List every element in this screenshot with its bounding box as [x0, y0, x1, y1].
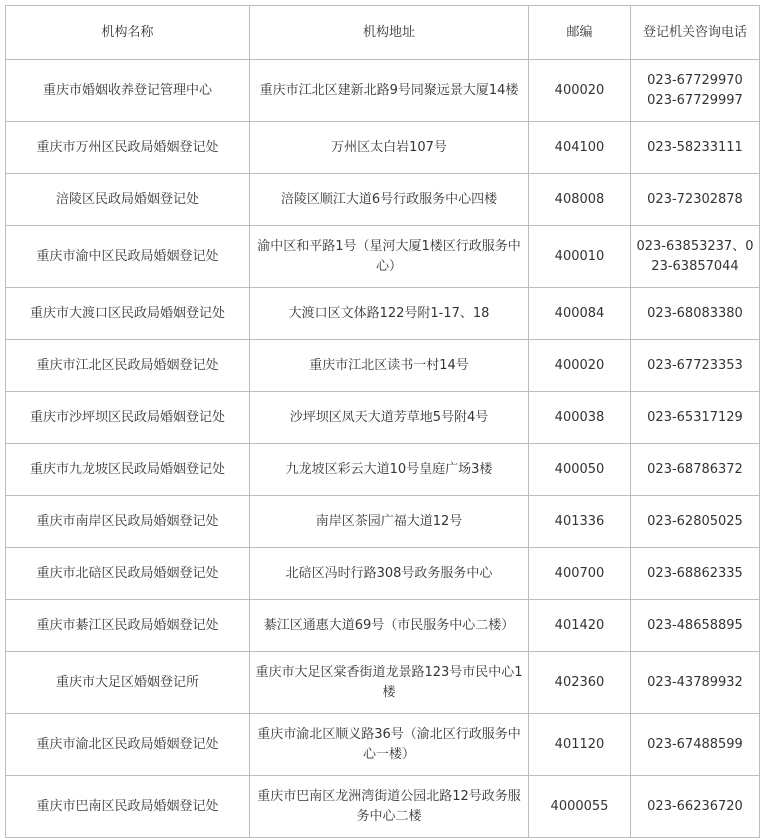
header-name: 机构名称	[6, 6, 250, 60]
table-row	[6, 340, 760, 392]
cell-address: 九龙坡区彩云大道10号皇庭广场3楼	[250, 444, 529, 496]
cell-phone	[631, 226, 760, 288]
cell-name: 重庆市渝中区民政局婚姻登记处	[6, 226, 250, 288]
table-row	[6, 444, 760, 496]
cell-name: 重庆市江北区民政局婚姻登记处	[6, 340, 250, 392]
cell-address: 重庆市渝北区顺义路36号（渝北区行政服务中心一楼）	[250, 714, 529, 776]
cell-address: 沙坪坝区凤天大道芳草地5号附4号	[250, 392, 529, 444]
phone-number: 023-68786372	[647, 461, 743, 477]
phone-number: 023-67488599	[647, 736, 743, 752]
cell-phone	[631, 776, 760, 838]
cell-phone	[631, 714, 760, 776]
table-row	[6, 174, 760, 226]
cell-address: 万州区太白岩107号	[250, 122, 529, 174]
cell-phone	[631, 122, 760, 174]
phone-number: 023-67729997	[647, 92, 743, 108]
table-row	[6, 600, 760, 652]
cell-name: 涪陵区民政局婚姻登记处	[6, 174, 250, 226]
table-row	[6, 226, 760, 288]
phone-number: 023-68083380	[647, 305, 743, 321]
cell-phone	[631, 600, 760, 652]
header-address: 机构地址	[250, 6, 529, 60]
cell-postcode: 400050	[529, 444, 631, 496]
cell-phone	[631, 392, 760, 444]
cell-name: 重庆市婚姻收养登记管理中心	[6, 60, 250, 122]
cell-address: 重庆市巴南区龙洲湾街道公园北路12号政务服务中心二楼	[250, 776, 529, 838]
cell-phone	[631, 652, 760, 714]
cell-postcode: 400038	[529, 392, 631, 444]
phone-number: 023-58233111	[647, 139, 743, 155]
cell-phone	[631, 174, 760, 226]
cell-postcode: 400700	[529, 548, 631, 600]
cell-address: 重庆市江北区建新北路9号同聚远景大厦14楼	[250, 60, 529, 122]
cell-phone	[631, 288, 760, 340]
registry-table-container	[5, 5, 759, 838]
cell-phone	[631, 60, 760, 122]
cell-address: 渝中区和平路1号（星河大厦1楼区行政服务中心）	[250, 226, 529, 288]
phone-number: 023-66236720	[647, 798, 743, 814]
cell-postcode: 401420	[529, 600, 631, 652]
phone-number: 023-43789932	[647, 674, 743, 690]
phone-number: 023-72302878	[647, 191, 743, 207]
table-row	[6, 496, 760, 548]
cell-postcode: 402360	[529, 652, 631, 714]
cell-postcode: 400020	[529, 60, 631, 122]
cell-postcode: 4000055	[529, 776, 631, 838]
cell-phone	[631, 548, 760, 600]
cell-postcode: 400020	[529, 340, 631, 392]
cell-name: 重庆市大足区婚姻登记所	[6, 652, 250, 714]
cell-address: 綦江区通惠大道69号（市民服务中心二楼）	[250, 600, 529, 652]
cell-address: 北碚区冯时行路308号政务服务中心	[250, 548, 529, 600]
cell-name: 重庆市万州区民政局婚姻登记处	[6, 122, 250, 174]
phone-number: 023-67723353	[647, 357, 743, 373]
header-postcode: 邮编	[529, 6, 631, 60]
cell-postcode: 404100	[529, 122, 631, 174]
cell-postcode: 401336	[529, 496, 631, 548]
table-body	[6, 60, 760, 838]
cell-postcode: 400010	[529, 226, 631, 288]
table-row	[6, 548, 760, 600]
table-row	[6, 122, 760, 174]
marriage-registry-table	[5, 5, 760, 838]
cell-name: 重庆市渝北区民政局婚姻登记处	[6, 714, 250, 776]
cell-postcode: 400084	[529, 288, 631, 340]
cell-name: 重庆市南岸区民政局婚姻登记处	[6, 496, 250, 548]
cell-phone	[631, 340, 760, 392]
cell-name: 重庆市大渡口区民政局婚姻登记处	[6, 288, 250, 340]
cell-name: 重庆市北碚区民政局婚姻登记处	[6, 548, 250, 600]
cell-name: 重庆市沙坪坝区民政局婚姻登记处	[6, 392, 250, 444]
table-row	[6, 652, 760, 714]
phone-number: 023-68862335	[647, 565, 743, 581]
table-row	[6, 714, 760, 776]
phone-number: 023-63853237、023-63857044	[636, 238, 754, 274]
table-row	[6, 776, 760, 838]
table-row	[6, 392, 760, 444]
table-header-row	[6, 6, 760, 60]
table-row	[6, 60, 760, 122]
phone-number: 023-48658895	[647, 617, 743, 633]
cell-name: 重庆市巴南区民政局婚姻登记处	[6, 776, 250, 838]
cell-address: 大渡口区文体路122号附1-17、18	[250, 288, 529, 340]
phone-number: 023-65317129	[647, 409, 743, 425]
phone-number: 023-62805025	[647, 513, 743, 529]
cell-name: 重庆市綦江区民政局婚姻登记处	[6, 600, 250, 652]
cell-address: 重庆市大足区棠香街道龙景路123号市民中心1楼	[250, 652, 529, 714]
cell-address: 重庆市江北区读书一村14号	[250, 340, 529, 392]
cell-postcode: 408008	[529, 174, 631, 226]
header-phone: 登记机关咨询电话	[631, 6, 760, 60]
table-row	[6, 288, 760, 340]
cell-phone	[631, 496, 760, 548]
cell-address: 南岸区茶园广福大道12号	[250, 496, 529, 548]
cell-address: 涪陵区顺江大道6号行政服务中心四楼	[250, 174, 529, 226]
cell-phone	[631, 444, 760, 496]
cell-name: 重庆市九龙坡区民政局婚姻登记处	[6, 444, 250, 496]
cell-postcode: 401120	[529, 714, 631, 776]
phone-number: 023-67729970	[647, 72, 743, 88]
